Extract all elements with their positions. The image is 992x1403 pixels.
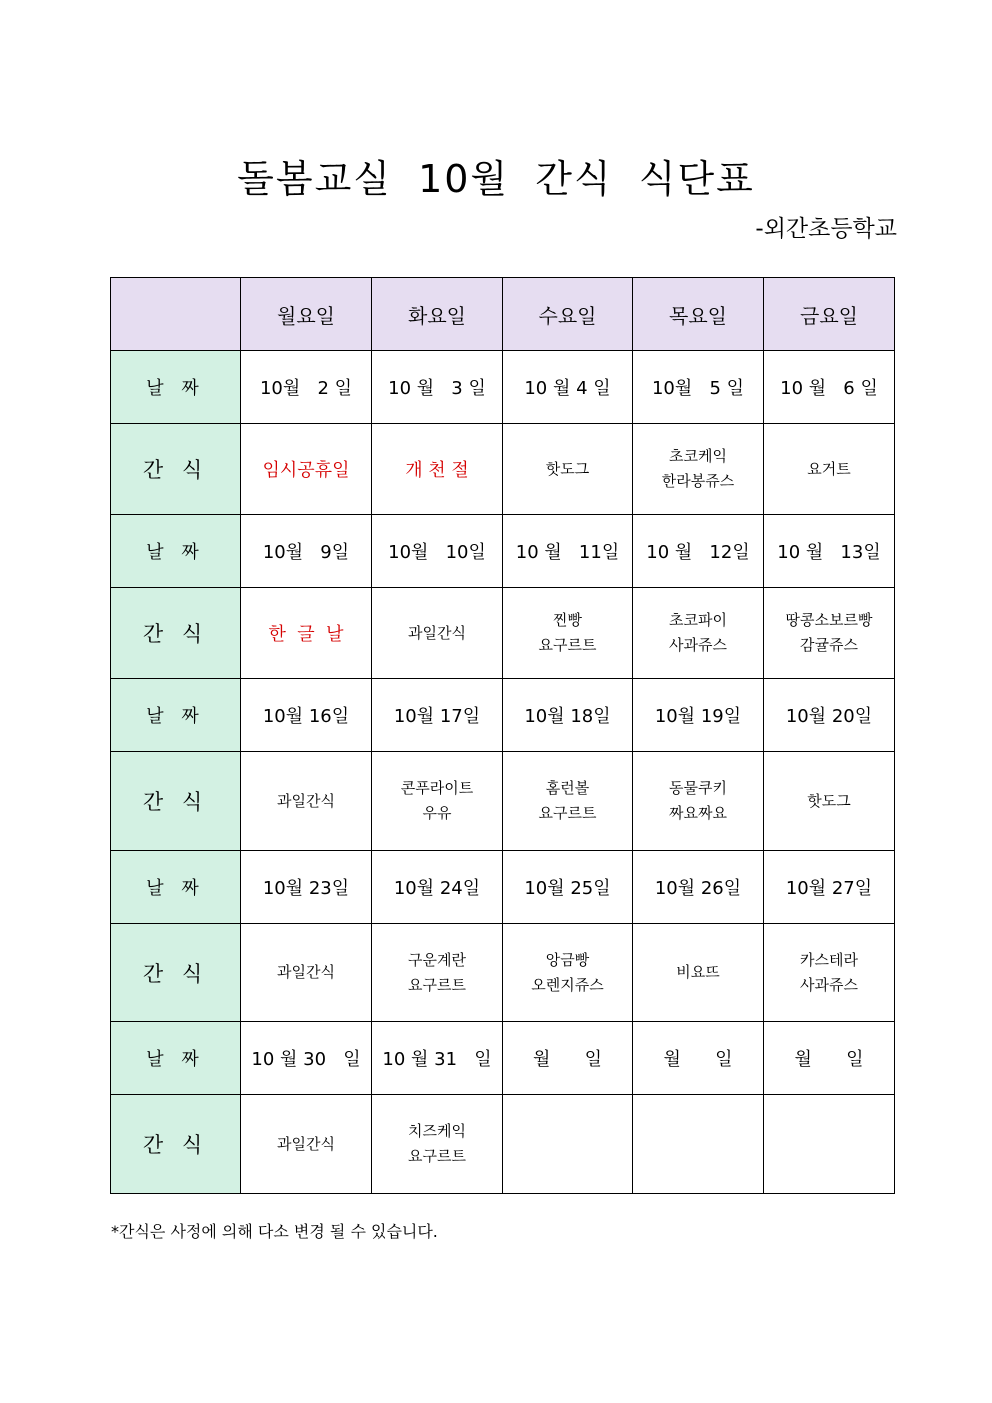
- date-cell: 10월 25일: [503, 851, 633, 924]
- date-label: 날 짜: [111, 351, 241, 424]
- weekday-header: 화요일: [372, 278, 503, 351]
- date-cell: 10 월 4 일: [503, 351, 633, 424]
- date-cell: 10월 18일: [503, 679, 633, 752]
- snack-row: [111, 588, 895, 679]
- date-cell: 월 일: [764, 1022, 895, 1095]
- date-row: [111, 515, 895, 588]
- weekday-header: 목요일: [633, 278, 764, 351]
- weekday-header-row: [111, 278, 895, 351]
- snack-label: 간 식: [111, 588, 241, 679]
- snack-cell: 과일간식: [372, 588, 503, 679]
- snack-cell: 앙금빵 오렌지쥬스: [503, 924, 633, 1022]
- snack-cell: [633, 1095, 764, 1194]
- date-cell: 10 월 13일: [764, 515, 895, 588]
- snack-cell: 치즈케익 요구르트: [372, 1095, 503, 1194]
- snack-cell: 땅콩소보르빵 감귤쥬스: [764, 588, 895, 679]
- snack-row: [111, 924, 895, 1022]
- snack-label: 간 식: [111, 924, 241, 1022]
- snack-cell: 초코케익 한라봉쥬스: [633, 424, 764, 515]
- snack-cell: 핫도그: [503, 424, 633, 515]
- snack-menu-table: [110, 277, 895, 1194]
- date-cell: 10월 5 일: [633, 351, 764, 424]
- date-cell: 10 월 30 일: [241, 1022, 372, 1095]
- snack-cell: 찐빵 요구르트: [503, 588, 633, 679]
- snack-cell: [764, 1095, 895, 1194]
- snack-cell: 콘푸라이트 우유: [372, 752, 503, 851]
- date-cell: 10 월 3 일: [372, 351, 503, 424]
- snack-label: 간 식: [111, 752, 241, 851]
- date-cell: 10 월 12일: [633, 515, 764, 588]
- date-row: [111, 679, 895, 752]
- date-cell: 10 월 31 일: [372, 1022, 503, 1095]
- date-cell: 월 일: [633, 1022, 764, 1095]
- snack-cell: 요거트: [764, 424, 895, 515]
- date-cell: 10월 9일: [241, 515, 372, 588]
- snack-cell: 초코파이 사과쥬스: [633, 588, 764, 679]
- snack-cell: 과일간식: [241, 1095, 372, 1194]
- date-cell: 10월 27일: [764, 851, 895, 924]
- date-label: 날 짜: [111, 679, 241, 752]
- school-name: -외간초등학교: [755, 216, 897, 242]
- snack-row: [111, 752, 895, 851]
- date-cell: 10월 16일: [241, 679, 372, 752]
- date-cell: 10월 20일: [764, 679, 895, 752]
- snack-cell: 홈런볼 요구르트: [503, 752, 633, 851]
- date-cell: 10 월 11일: [503, 515, 633, 588]
- date-row: [111, 1022, 895, 1095]
- date-cell: 10월 2 일: [241, 351, 372, 424]
- snack-cell: 동물쿠키 짜요짜요: [633, 752, 764, 851]
- date-cell: 10월 17일: [372, 679, 503, 752]
- page-title: 돌봄교실 10월 간식 식단표: [237, 157, 755, 201]
- holiday-cell: 개 천 절: [372, 424, 503, 515]
- snack-cell: 과일간식: [241, 924, 372, 1022]
- corner-cell: [111, 278, 241, 351]
- date-label: 날 짜: [111, 515, 241, 588]
- date-cell: 10 월 6 일: [764, 351, 895, 424]
- date-label: 날 짜: [111, 1022, 241, 1095]
- date-row: [111, 351, 895, 424]
- holiday-cell: 임시공휴일: [241, 424, 372, 515]
- weekday-header: 수요일: [503, 278, 633, 351]
- snack-label: 간 식: [111, 1095, 241, 1194]
- snack-cell: 구운계란 요구르트: [372, 924, 503, 1022]
- date-cell: 월 일: [503, 1022, 633, 1095]
- date-cell: 10월 10일: [372, 515, 503, 588]
- date-cell: 10월 24일: [372, 851, 503, 924]
- snack-label: 간 식: [111, 424, 241, 515]
- snack-cell: 카스테라 사과쥬스: [764, 924, 895, 1022]
- holiday-cell: 한 글 날: [241, 588, 372, 679]
- date-cell: 10월 26일: [633, 851, 764, 924]
- snack-cell: 핫도그: [764, 752, 895, 851]
- snack-cell: [503, 1095, 633, 1194]
- snack-cell: 과일간식: [241, 752, 372, 851]
- snack-row: [111, 424, 895, 515]
- snack-row: [111, 1095, 895, 1194]
- snack-cell: 비요뜨: [633, 924, 764, 1022]
- weekday-header: 월요일: [241, 278, 372, 351]
- date-row: [111, 851, 895, 924]
- date-cell: 10월 23일: [241, 851, 372, 924]
- weekday-header: 금요일: [764, 278, 895, 351]
- footnote: *간식은 사정에 의해 다소 변경 될 수 있습니다.: [111, 1222, 438, 1241]
- date-label: 날 짜: [111, 851, 241, 924]
- date-cell: 10월 19일: [633, 679, 764, 752]
